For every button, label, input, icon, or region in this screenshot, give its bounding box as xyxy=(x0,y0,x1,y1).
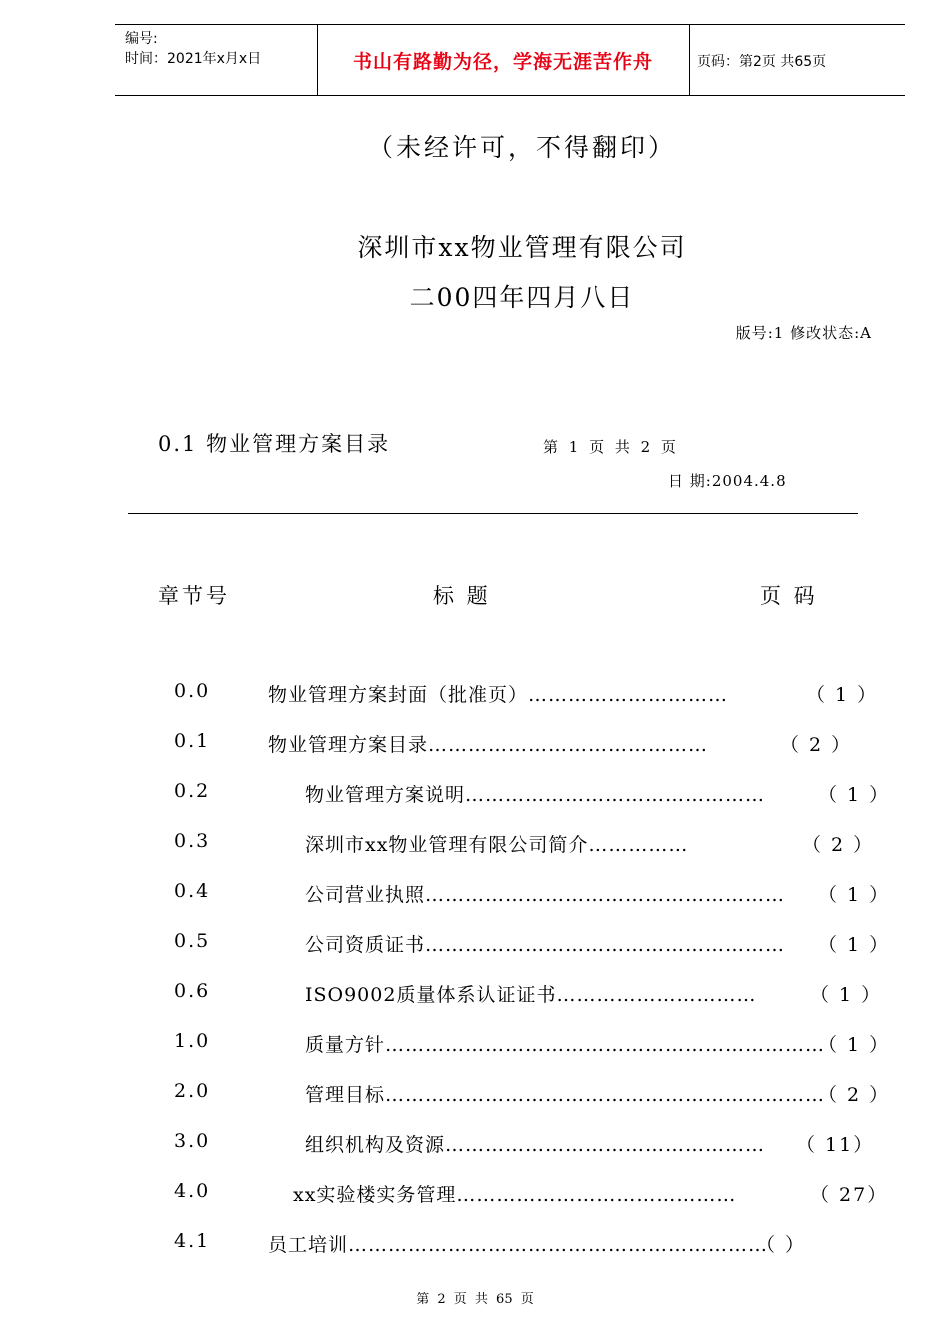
toc-row-number: 0.1 xyxy=(174,730,211,752)
toc-row-number: 3.0 xyxy=(174,1130,211,1152)
date-line: 二00四年四月八日 xyxy=(409,283,635,312)
toc-row-title: 公司资质证书……………………………………………… xyxy=(305,934,786,956)
column-header-title: 标 题 xyxy=(433,584,491,608)
toc-row-title: ISO9002质量体系认证证书………………………… xyxy=(305,984,757,1006)
header-meta xyxy=(125,29,261,69)
column-header-chapter: 章节号 xyxy=(158,584,230,608)
toc-row-page: （ 1 ） xyxy=(818,1034,891,1056)
toc-row-number: 0.0 xyxy=(174,680,211,702)
toc-row-title: 质量方针………………………………………………………… xyxy=(305,1034,826,1056)
toc-page-of: 第 1 页 共 2 页 xyxy=(543,438,676,456)
toc-row-title: 公司营业执照……………………………………………… xyxy=(305,884,786,906)
toc-row-number: 0.5 xyxy=(174,930,211,952)
toc-heading: 0.1 物业管理方案目录 xyxy=(158,432,391,456)
toc-row-page: （ 1 ） xyxy=(818,784,891,806)
toc-row-number: 0.3 xyxy=(174,830,211,852)
toc-row-title: 组织机构及资源………………………………………… xyxy=(305,1134,766,1156)
toc-row-title: 物业管理方案封面（批准页）………………………… xyxy=(268,684,729,706)
header-divider xyxy=(689,25,690,95)
toc-row-page: （ 27） xyxy=(810,1184,889,1206)
toc-row-page: （ 1 ） xyxy=(810,984,883,1006)
toc-row-title: 物业管理方案说明……………………………………… xyxy=(305,784,766,806)
company-name: 深圳市xx物业管理有限公司 xyxy=(357,233,687,262)
toc-row-title: 员工培训……………………………………………………… xyxy=(268,1234,769,1256)
toc-row-page: （ 11） xyxy=(796,1134,875,1156)
copy-notice: （未经许可，不得翻印） xyxy=(367,133,676,162)
toc-row-page: （ 1 ） xyxy=(806,684,879,706)
toc-row-number: 4.0 xyxy=(174,1180,211,1202)
number-label: 编号: xyxy=(125,31,158,47)
version-status: 版号:1 修改状态:A xyxy=(735,324,872,342)
toc-row-number: 4.1 xyxy=(174,1230,211,1252)
toc-row-number: 0.4 xyxy=(174,880,211,902)
toc-row-number: 0.2 xyxy=(174,780,211,802)
document-header xyxy=(115,24,905,96)
toc-date: 日 期:2004.4.8 xyxy=(668,472,787,490)
header-motto: 书山有路勤为径，学海无涯苦作舟 xyxy=(352,51,653,73)
toc-row-number: 1.0 xyxy=(174,1030,211,1052)
page-footer: 第 2 页 共 65 页 xyxy=(416,1292,534,1307)
column-header-page: 页 码 xyxy=(760,584,818,608)
toc-row-title: 深圳市xx物业管理有限公司简介…………… xyxy=(305,834,689,856)
toc-row-page: （ 1 ） xyxy=(818,934,891,956)
toc-row-page: （ 2 ） xyxy=(780,734,853,756)
header-page-info: 页码：第2页 共65页 xyxy=(697,54,827,70)
toc-row-page: （ 1 ） xyxy=(818,884,891,906)
toc-row-page: （ 2 ） xyxy=(818,1084,891,1106)
divider-line xyxy=(128,513,858,514)
toc-row-number: 2.0 xyxy=(174,1080,211,1102)
toc-row-page: （ 2 ） xyxy=(802,834,875,856)
toc-row-title: xx实验楼实务管理…………………………………… xyxy=(293,1184,737,1206)
time-label: 时间：2021年x月x日 xyxy=(125,51,262,67)
toc-row-page: （ ） xyxy=(756,1234,807,1256)
toc-row-title: 物业管理方案目录…………………………………… xyxy=(268,734,709,756)
toc-row-title: 管理目标………………………………………………………… xyxy=(305,1084,826,1106)
toc-row-number: 0.6 xyxy=(174,980,211,1002)
